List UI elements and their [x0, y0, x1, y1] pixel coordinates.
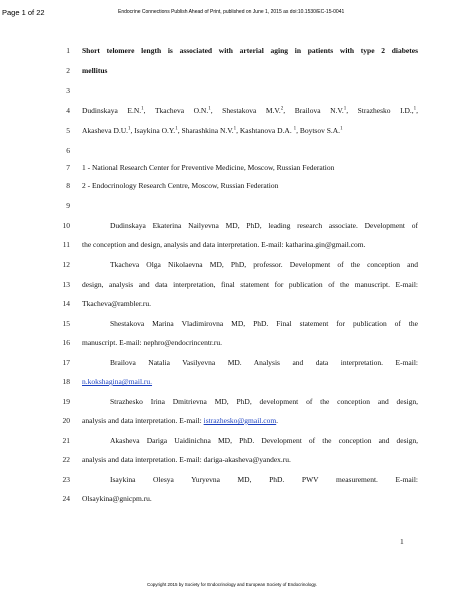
- copyright-footer: Copyright 2015 by Society for Endocrinology and European Society of Endocrinology.: [146, 582, 318, 587]
- paper-title-line2: mellitus: [82, 66, 108, 75]
- author: Dudinskaya E.N.: [82, 106, 142, 115]
- line-number: 16: [62, 338, 70, 347]
- author-bio-text: Tkacheva@rambler.ru.: [82, 299, 151, 308]
- author-bio-text: Strazhesko Irina Dmitrievna MD, PhD, development of the conception and design,: [110, 397, 418, 406]
- email-link[interactable]: n.kokshagina@mail.ru.: [82, 377, 153, 386]
- author: Isaykina O.Y.: [134, 126, 176, 135]
- line-number: 8: [66, 181, 70, 190]
- author-bio-text: Tkacheva Olga Nikolaevna MD, PhD, professor. Development of the conception and: [110, 260, 418, 269]
- line-number: 3: [66, 86, 70, 95]
- line-number: 23: [62, 475, 70, 484]
- page-indicator: Page 1 of 22: [2, 8, 45, 17]
- line-number: 24: [62, 494, 70, 503]
- line-number: 22: [62, 455, 70, 464]
- author-bio-text: analysis and data interpretation. E-mail: istrazhesko@gmail.com.: [82, 416, 279, 425]
- author-bio-text: Olsaykina@gnicpm.ru.: [82, 494, 152, 503]
- author: Kashtanova D.A.: [239, 126, 292, 135]
- page-number: 1: [400, 537, 404, 546]
- line-number: 7: [66, 163, 70, 172]
- author-list-line1: Dudinskaya E.N.$^1$, Tkacheva O.N.$^1$, Shestakova M.V.$^2$, Brailova N.V.$^1$, Strazhesko I.D.,$^1$,: [82, 106, 419, 115]
- journal-line: Endocrine Connections Publish Ahead of Print, published on June 1, 2015 as doi:10.1530/EC-15-0041: [118, 9, 345, 15]
- line-number: 18: [62, 377, 70, 386]
- author-bio-text: Shestakova Marina Vladimirovna MD, PhD. Final statement for publication of the: [110, 319, 418, 328]
- affiliation-1: 1 - National Research Center for Preventive Medicine, Moscow, Russian Federation: [82, 163, 335, 172]
- page-header: [0, 8, 464, 18]
- affiliation-2: 2 - Endocrinology Research Centre, Moscow, Russian Federation: [82, 181, 279, 190]
- line-number: 9: [66, 201, 70, 210]
- author-bio-text: analysis and data interpretation. E-mail: dariga-akasheva@yandex.ru.: [82, 455, 291, 464]
- line-number: 10: [62, 221, 70, 230]
- line-number: 20: [62, 416, 70, 425]
- line-number: 6: [66, 146, 70, 155]
- line-number: 4: [66, 106, 70, 115]
- paper-title-line1: Short telomere length is associated with arterial aging in patients with type 2 diabetes: [82, 46, 418, 55]
- author: Sharashkina N.V.: [181, 126, 234, 135]
- author-list-line2: Akasheva D.U.$^1$, Isaykina O.Y.$^1$, Sharashkina N.V.$^1$, Kashtanova D.A. $^1$, Boytsov S.A.$^1$: [82, 126, 343, 135]
- author-bio-text: Brailova Natalia Vasilyevna MD. Analysis and data interpretation. E-mail:: [110, 358, 418, 367]
- author-bio-text: design, analysis and data interpretation, final statement for publication of the manuscript. E-mail:: [82, 280, 418, 289]
- author: Boytsov S.A.: [299, 126, 341, 135]
- line-number: 13: [62, 280, 70, 289]
- line-number: 5: [66, 126, 70, 135]
- author: Shestakova M.V.: [222, 106, 281, 115]
- author-bio-text: manuscript. E-mail: nephro@endocrincentr.ru.: [82, 338, 222, 347]
- line-number: 2: [66, 66, 70, 75]
- email-link[interactable]: istrazhesko@gmail.com: [203, 416, 277, 425]
- author-bio-text: the conception and design, analysis and data interpretation. E-mail: katharina.gin@gmail.com.: [82, 240, 366, 249]
- line-number: 1: [66, 46, 70, 55]
- line-number: 21: [62, 436, 70, 445]
- line-number: 14: [62, 299, 70, 308]
- line-number: 12: [62, 260, 70, 269]
- author-bio-text: Isaykina Olesya Yuryevna MD, PhD. PWV measurement. E-mail:: [110, 475, 418, 484]
- line-number: 15: [62, 319, 70, 328]
- line-number: 17: [62, 358, 70, 367]
- line-number: 11: [62, 240, 70, 249]
- author: Brailova N.V.: [294, 106, 344, 115]
- author-bio-text: Dudinskaya Ekaterina Nailyevna MD, PhD, leading research associate. Development of: [110, 221, 418, 230]
- author: Akasheva D.U.: [82, 126, 129, 135]
- author-bio-text: Akasheva Dariga Uaidinichna MD, PhD. Development of the conception and design,: [110, 436, 418, 445]
- author: Strazhesko I.D.,: [357, 106, 414, 115]
- line-number: 19: [62, 397, 70, 406]
- author: Tkacheva O.N.: [154, 106, 209, 115]
